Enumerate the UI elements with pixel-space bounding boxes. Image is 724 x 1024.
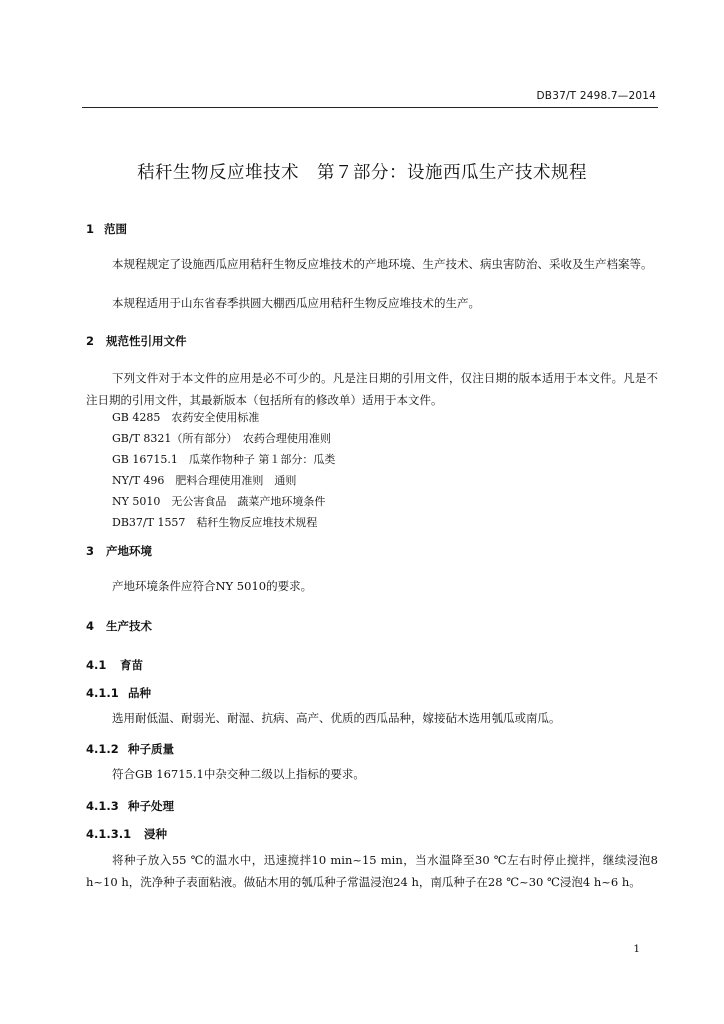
section-2-heading (86, 333, 187, 349)
section-title: 种子处理 (128, 799, 174, 813)
section-4-heading (86, 618, 152, 634)
section-number: 4.1.2 (86, 742, 119, 756)
section-number: 1 (86, 222, 95, 236)
reference-item: GB/T 8321（所有部分） 农药合理使用准则 (112, 432, 331, 445)
section-title: 范围 (104, 222, 127, 236)
section-1-heading (86, 221, 127, 237)
section-title: 种子质量 (128, 742, 174, 756)
section-number: 4.1.1 (86, 686, 119, 700)
reference-item: GB 16715.1 瓜菜作物种子 第１部分：瓜类 (112, 453, 336, 466)
reference-item: DB37/T 1557 秸秆生物反应堆技术规程 (112, 516, 318, 529)
section-number: 4.1.3.1 (86, 827, 132, 841)
standard-code: DB37/T 2498.7—2014 (536, 90, 656, 102)
reference-item: NY 5010 无公害食品 蔬菜产地环境条件 (112, 495, 326, 508)
section-number: 2 (86, 334, 95, 348)
seed-quality-paragraph: 符合GB 16715.1中杂交种二级以上指标的要求。 (112, 767, 365, 781)
reference-item: NY/T 496 肥料合理使用准则 通则 (112, 474, 297, 487)
section-title: 品种 (128, 686, 151, 700)
normative-references-intro: 下列文件对于本文件的应用是必不可少的。凡是注日期的引用文件，仅注日期的版本适用于本文件。凡是不注日期的引用文件，其最新版本（包括所有的修改单）适用于本文件。 (86, 371, 658, 407)
section-4-1-3-heading (86, 798, 174, 814)
variety-paragraph: 选用耐低温、耐弱光、耐湿、抗病、高产、优质的西瓜品种，嫁接砧木选用瓠瓜或南瓜。 (112, 711, 561, 725)
section-number: 3 (86, 544, 95, 558)
document-title: 秸秆生物反应堆技术 第７部分：设施西瓜生产技术规程 (137, 163, 587, 183)
seed-soaking-paragraph: 将种子放入55 ℃的温水中，迅速搅拌10 min~15 min，当水温降至30 ℃左右时停止搅拌，继续浸泡8 h~10 h，洗净种子表面粘液。做砧木用的瓠瓜种子常温浸泡24 h，南瓜种子在28 ℃~30 ℃浸泡4 h~6 h。 (86, 853, 658, 889)
scope-paragraph-1: 本规程规定了设施西瓜应用秸秆生物反应堆技术的产地环境、生产技术、病虫害防治、采收及生产档案等。 (112, 257, 653, 271)
scope-paragraph-2: 本规程适用于山东省春季拱圆大棚西瓜应用秸秆生物反应堆技术的生产。 (112, 296, 480, 310)
section-title: 浸种 (144, 827, 167, 841)
section-title: 生产技术 (106, 619, 152, 633)
section-4-1-heading (86, 657, 143, 673)
section-4-1-3-1-heading (86, 826, 167, 842)
section-title: 育苗 (120, 658, 143, 672)
section-number: 4.1.3 (86, 799, 119, 813)
section-number: 4 (86, 619, 95, 633)
header-divider (82, 107, 658, 108)
section-title: 产地环境 (106, 544, 152, 558)
section-number: 4.1 (86, 658, 107, 672)
section-3-heading (86, 543, 152, 559)
section-title: 规范性引用文件 (106, 334, 187, 348)
section-4-1-1-heading (86, 685, 151, 701)
section-4-1-2-heading (86, 741, 174, 757)
reference-item: GB 4285 农药安全使用标准 (112, 411, 260, 424)
environment-paragraph: 产地环境条件应符合NY 5010的要求。 (112, 579, 313, 593)
page-number: 1 (633, 943, 640, 955)
